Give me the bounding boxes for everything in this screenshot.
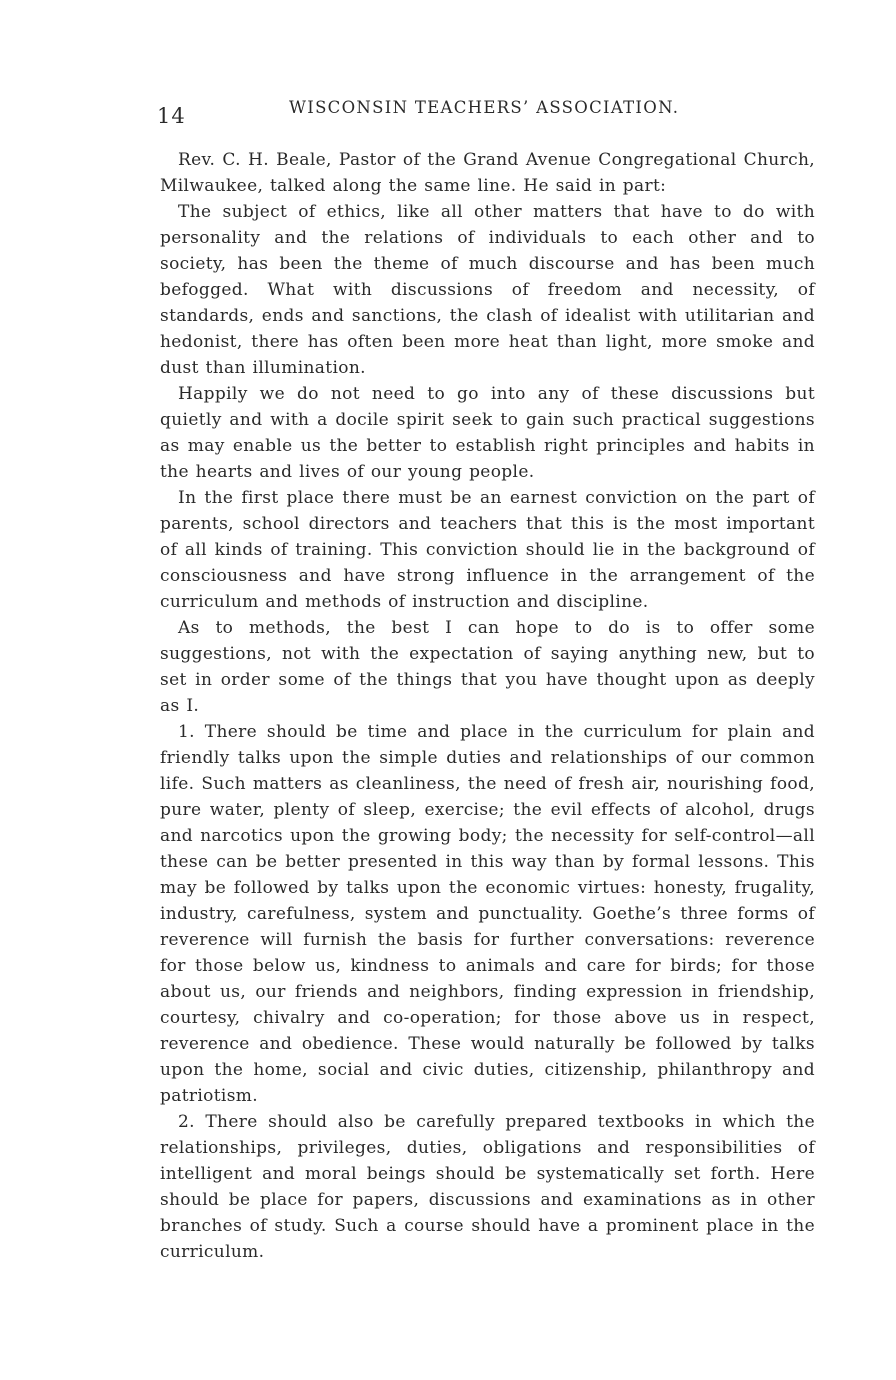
paragraph-ethics: The subject of ethics, like all other matters that have to do with personality and the relations of individuals to each other and to society, has been the theme of much discourse and has been much befogged. What with discussions of freedom and necessity, of standards, ends and sanctions, the clash of idealist with utilitarian and hedonist, there has often been more heat than light, more smoke and dust than illumination. bbox=[160, 202, 815, 378]
paragraph-point-2: 2. There should also be carefully prepared textbooks in which the relationships, privileges, duties, obligations and responsibilities of intelligent and moral beings should be systematically set forth. Here should be place for papers, discussions and examinations as in other branches of study. Such a course should have a prominent place in the curriculum. bbox=[160, 1112, 815, 1262]
running-title: WISCONSIN TEACHERS’ ASSOCIATION. bbox=[289, 98, 680, 117]
page-number: 14 bbox=[157, 104, 186, 128]
paragraph-methods: As to methods, the best I can hope to do is to offer some suggestions, not with the expectation of saying anything new, but to set in order some of the things that you have thought upon as deeply as I. bbox=[160, 618, 815, 716]
page-body bbox=[160, 147, 815, 1265]
paragraph-happily: Happily we do not need to go into any of these discussions but quietly and with a docile spirit seek to gain such practical suggestions as may enable us the better to establish right principles and habits in the hearts and lives of our young people. bbox=[160, 384, 815, 482]
page-header bbox=[157, 96, 817, 130]
paragraph-point-1: 1. There should be time and place in the curriculum for plain and friendly talks upon the simple duties and relationships of our common life. Such matters as cleanliness, the need of fresh air, nourishing food, pure water, plenty of sleep, exercise; the evil effects of alcohol, drugs and narcotics upon the growing body; the necessity for self-control—all these can be better presented in this way than by formal lessons. This may be followed by talks upon the economic virtues: honesty, frugality, industry, carefulness, system and punctuality. Goethe’s three forms of reverence will furnish the basis for further conversations: reverence for those below us, kindness to animals and care for birds; for those about us, our friends and neighbors, finding expression in friendship, courtesy, chivalry and co-operation; for those above us in respect, reverence and obedience. These would naturally be followed by talks upon the home, social and civic duties, citizenship, philanthropy and patriotism. bbox=[160, 722, 815, 1106]
paragraph-first-place: In the first place there must be an earnest conviction on the part of parents, school directors and teachers that this is the most important of all kinds of training. This conviction should lie in the background of consciousness and have strong influence in the arrangement of the curriculum and methods of instruction and discipline. bbox=[160, 488, 815, 612]
paragraph-intro: Rev. C. H. Beale, Pastor of the Grand Avenue Congregational Church, Milwaukee, talked along the same line. He said in part: bbox=[160, 150, 815, 196]
